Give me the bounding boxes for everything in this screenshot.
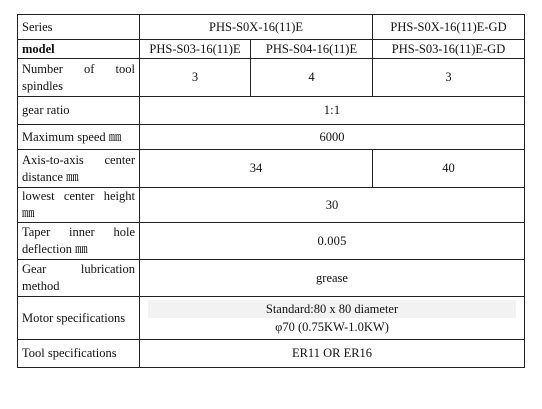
tool-value: ER11 OR ER16 (140, 340, 525, 368)
lubrication-row (18, 260, 525, 297)
center-height-value: 30 (140, 188, 525, 223)
model-value-1: PHS-S03-16(11)E (140, 40, 251, 59)
tool-label: Tool specifications (18, 340, 140, 368)
spindles-value-1: 3 (140, 59, 251, 97)
series-row (18, 15, 525, 40)
model-row (18, 40, 525, 59)
model-value-2: PHS-S04-16(11)E (251, 40, 373, 59)
lubrication-label: Gear lubrication method (18, 260, 140, 297)
axis-distance-value-2: 40 (373, 150, 525, 188)
model-value-3: PHS-S03-16(11)E-GD (373, 40, 525, 59)
taper-value: 0.005 (140, 223, 525, 260)
motor-label: Motor specifications (18, 297, 140, 340)
series-value-b: PHS-S0X-16(11)E-GD (373, 15, 525, 40)
motor-value-line1: Standard:80 x 80 diameter (148, 300, 516, 318)
axis-distance-value-1: 34 (140, 150, 373, 188)
spindles-value-3: 3 (373, 59, 525, 97)
max-speed-row (18, 125, 525, 150)
gear-ratio-row (18, 97, 525, 125)
model-label: model (18, 40, 140, 59)
max-speed-value: 6000 (140, 125, 525, 150)
axis-distance-label: Axis-to-axis center distance ㎜ (18, 150, 140, 188)
series-value-a: PHS-S0X-16(11)E (140, 15, 373, 40)
max-speed-label: Maximum speed ㎜ (18, 125, 140, 150)
gear-ratio-value: 1:1 (140, 97, 525, 125)
spindles-row (18, 59, 525, 97)
motor-value-line2: φ70 (0.75KW-1.0KW) (275, 320, 389, 334)
axis-distance-row (18, 150, 525, 188)
series-label: Series (18, 15, 140, 40)
motor-value (140, 297, 525, 340)
gear-ratio-label: gear ratio (18, 97, 140, 125)
taper-row (18, 223, 525, 260)
taper-label: Taper inner hole deflection ㎜ (18, 223, 140, 260)
spindles-label: Number of tool spindles (18, 59, 140, 97)
center-height-row (18, 188, 525, 223)
motor-row (18, 297, 525, 340)
center-height-label: lowest center height ㎜ (18, 188, 140, 223)
spindles-value-2: 4 (251, 59, 373, 97)
tool-row (18, 340, 525, 368)
lubrication-value: grease (140, 260, 525, 297)
specification-table (17, 14, 525, 368)
